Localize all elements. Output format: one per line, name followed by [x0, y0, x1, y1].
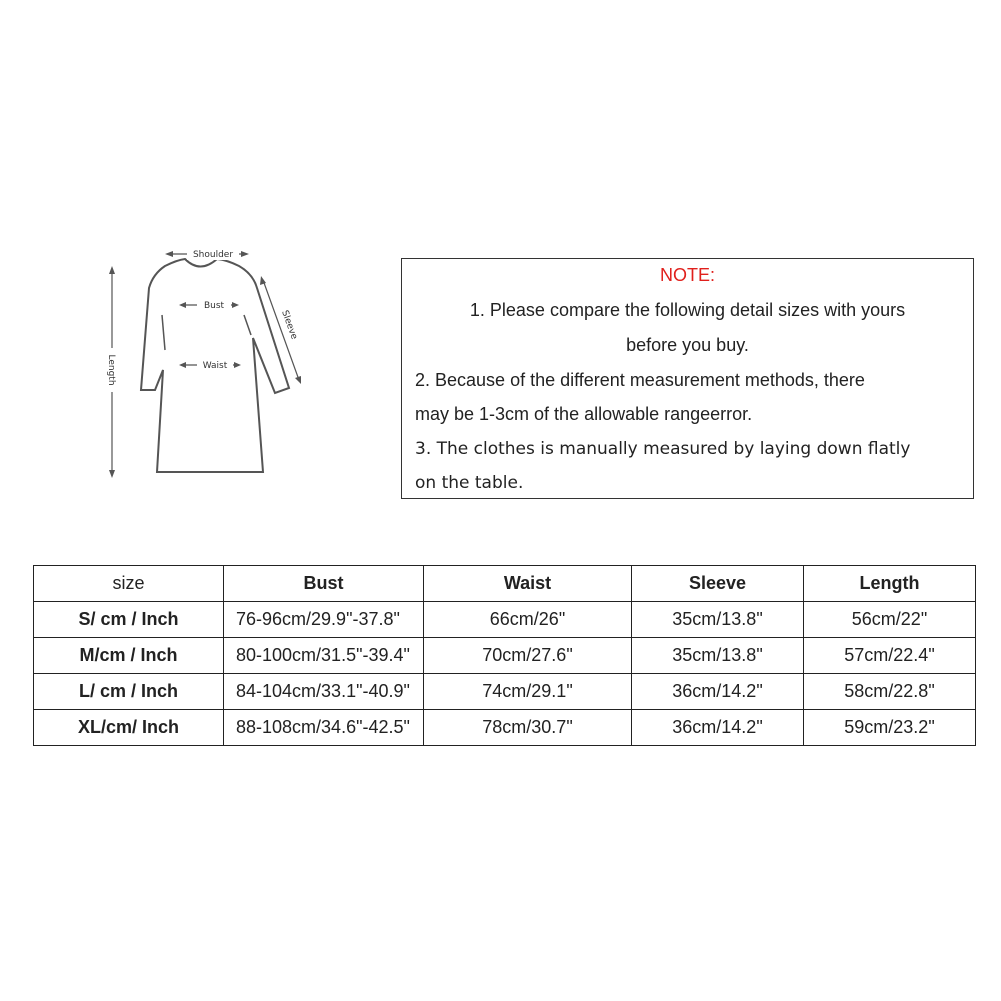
dress-measurement-diagram: [95, 240, 325, 480]
length-cell: 58cm/22.8": [804, 674, 976, 710]
bust-cell: 76-96cm/29.9"-37.8": [224, 602, 424, 638]
table-row: [34, 674, 976, 710]
size-cell: S/ cm / Inch: [34, 602, 224, 638]
size-chart-table: [33, 565, 976, 746]
note-point-3-line-1: 3. The clothes is manually measured by laying down flatly: [415, 439, 911, 459]
length-label: Length: [106, 354, 116, 386]
bust-cell: 80-100cm/31.5"-39.4": [224, 638, 424, 674]
note-title: NOTE:: [659, 265, 715, 285]
note-point-2-line-1: 2. Because of the different measurement methods, there: [415, 370, 865, 390]
sleeve-cell: 35cm/13.8": [632, 638, 804, 674]
note-point-1-line-2: before you buy.: [626, 335, 749, 355]
waist-cell: 78cm/30.7": [424, 710, 632, 746]
size-cell: M/cm / Inch: [34, 638, 224, 674]
header-sleeve: Sleeve: [632, 566, 804, 602]
length-cell: 59cm/23.2": [804, 710, 976, 746]
table-row: [34, 638, 976, 674]
waist-cell: 74cm/29.1": [424, 674, 632, 710]
note-box: [401, 258, 974, 499]
sleeve-cell: 36cm/14.2": [632, 674, 804, 710]
waist-label: Waist: [202, 361, 228, 371]
size-cell: L/ cm / Inch: [34, 674, 224, 710]
header-waist: Waist: [424, 566, 632, 602]
size-cell: XL/cm/ Inch: [34, 710, 224, 746]
note-point-2-line-2: may be 1-3cm of the allowable rangeerror.: [415, 404, 753, 424]
header-bust: Bust: [224, 566, 424, 602]
note-point-3-line-2: on the table.: [415, 473, 524, 493]
bust-label: Bust: [203, 301, 225, 311]
waist-cell: 70cm/27.6": [424, 638, 632, 674]
length-cell: 57cm/22.4": [804, 638, 976, 674]
note-point-1-line-1: 1. Please compare the following detail sizes with yours: [469, 300, 906, 320]
bust-cell: 88-108cm/34.6"-42.5": [224, 710, 424, 746]
table-row: [34, 602, 976, 638]
header-length: Length: [804, 566, 976, 602]
table-header-row: [34, 566, 976, 602]
header-size: size: [34, 566, 224, 602]
sleeve-cell: 36cm/14.2": [632, 710, 804, 746]
shoulder-label: Shoulder: [192, 250, 234, 260]
sleeve-cell: 35cm/13.8": [632, 602, 804, 638]
waist-cell: 66cm/26": [424, 602, 632, 638]
bust-cell: 84-104cm/33.1"-40.9": [224, 674, 424, 710]
length-cell: 56cm/22": [804, 602, 976, 638]
table-row: [34, 710, 976, 746]
sleeve-label: Sleeve: [279, 309, 299, 341]
